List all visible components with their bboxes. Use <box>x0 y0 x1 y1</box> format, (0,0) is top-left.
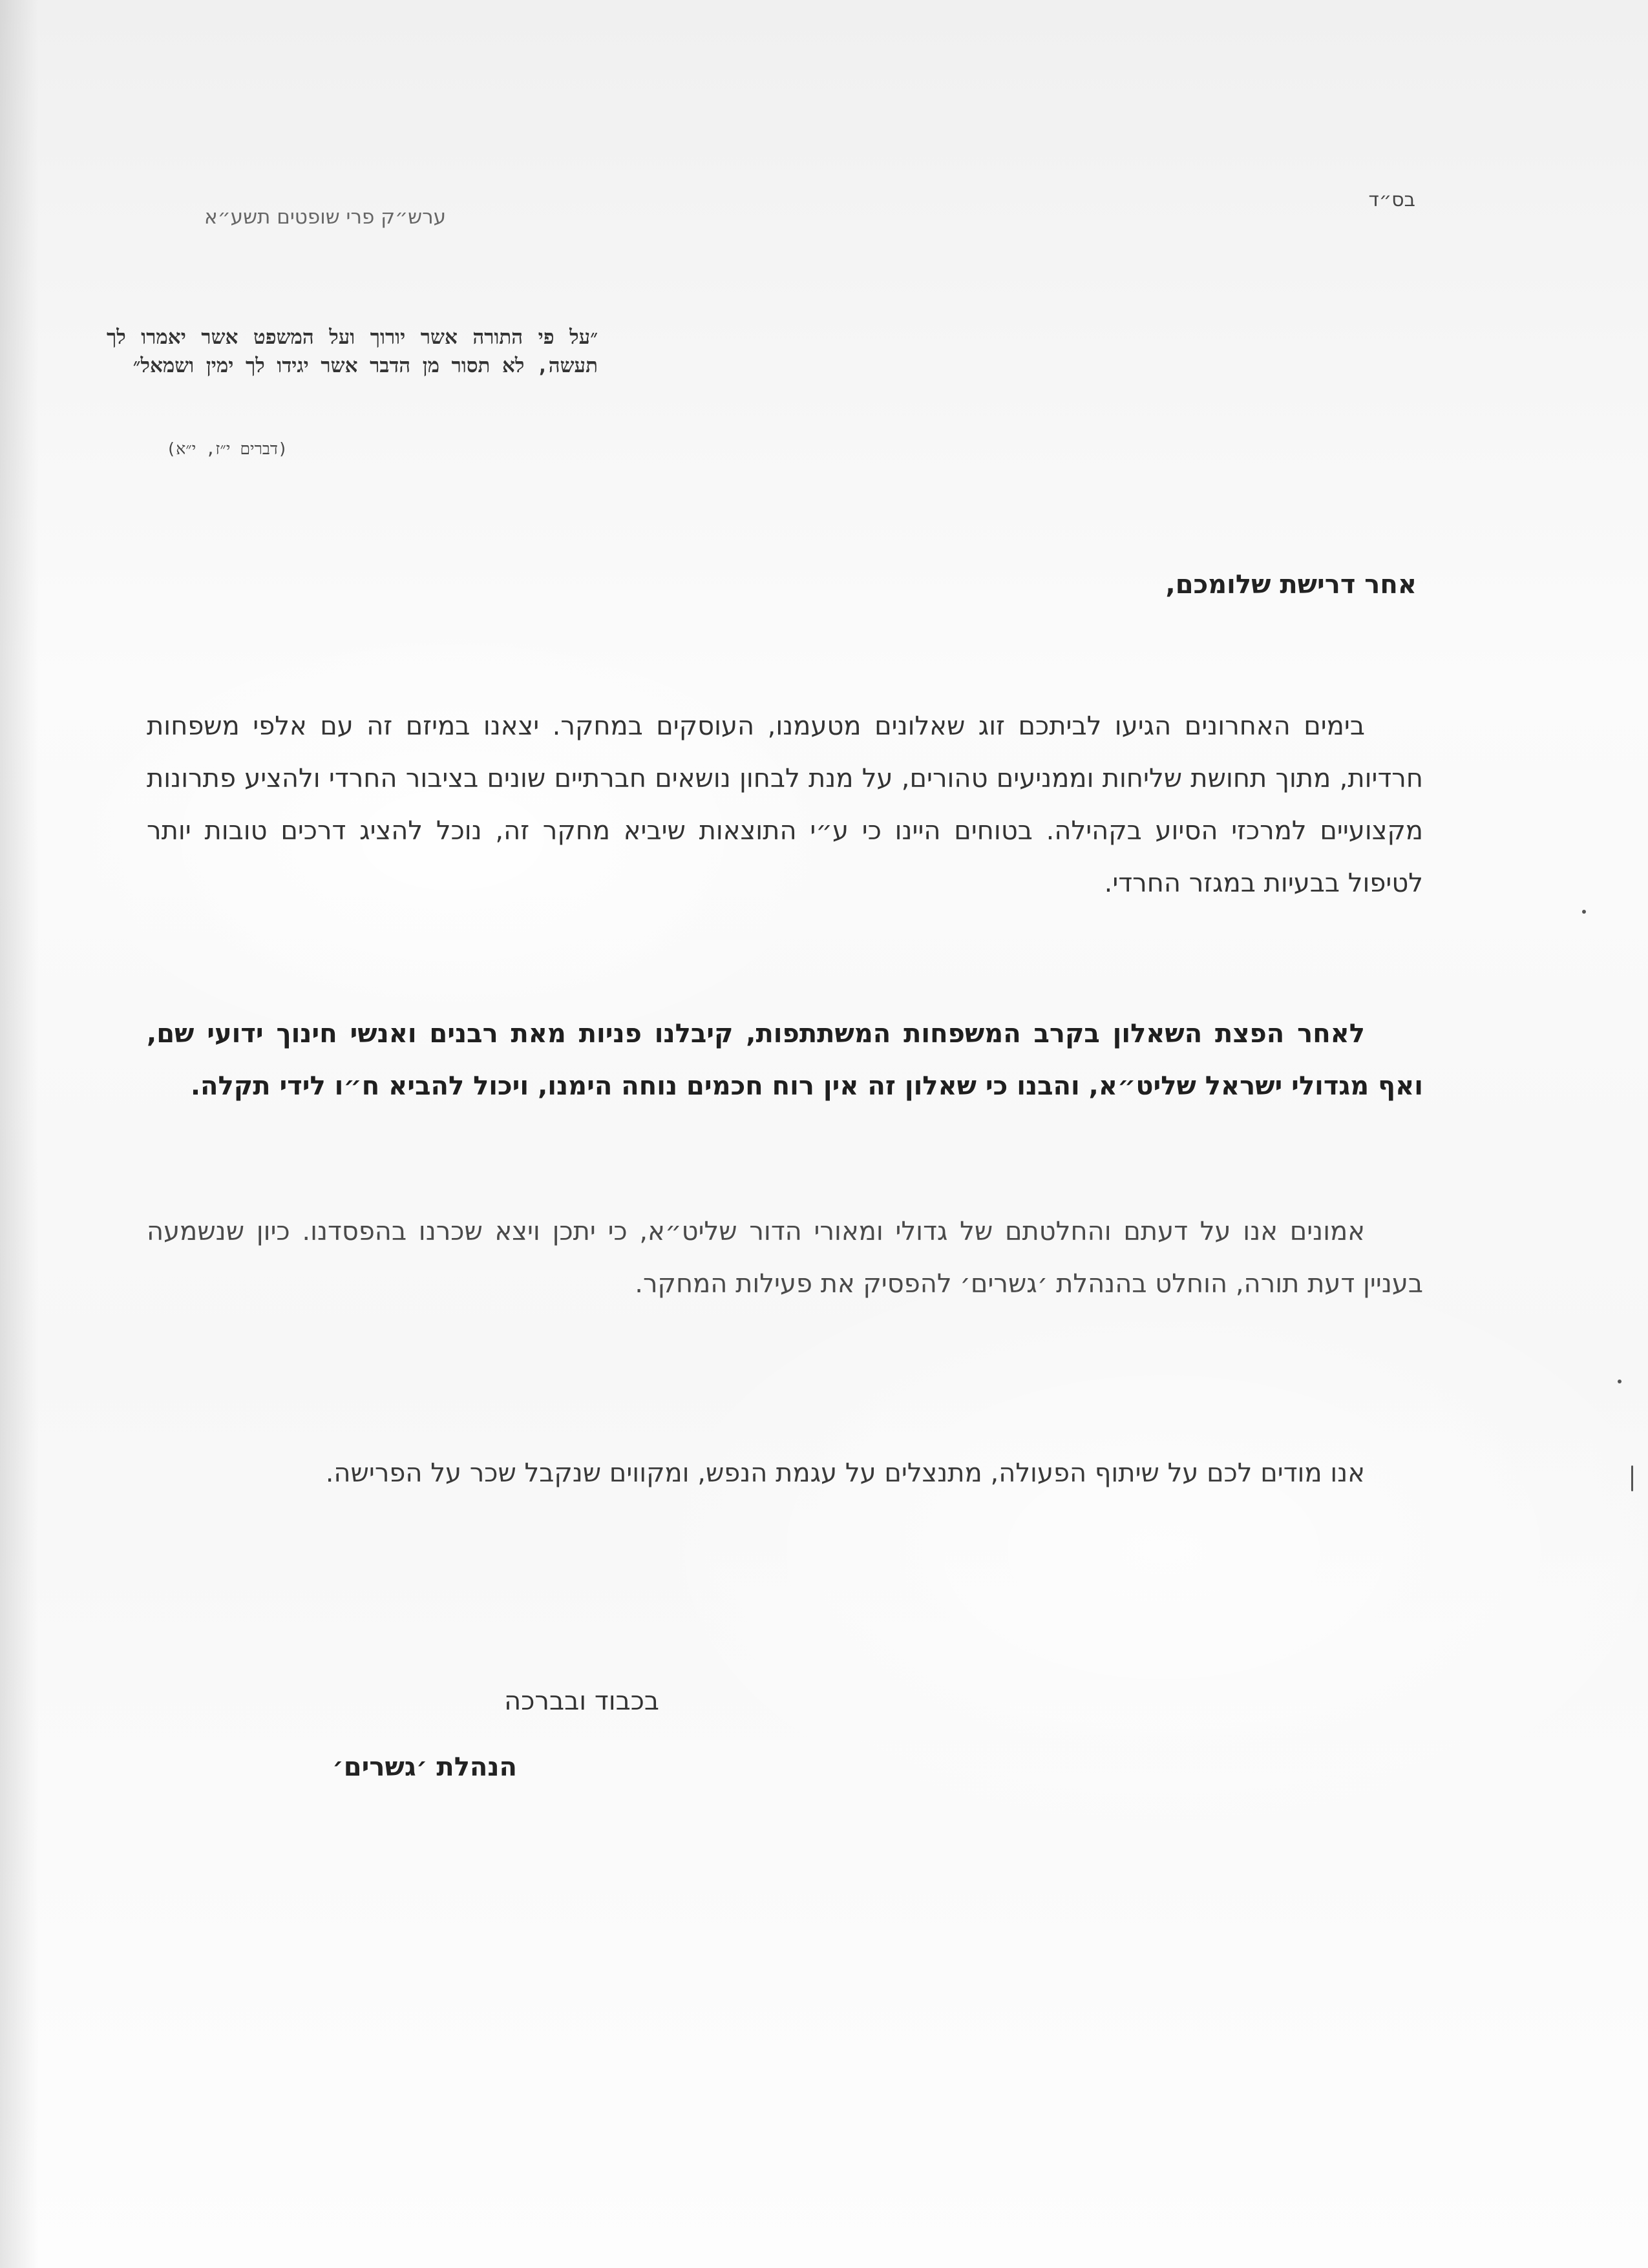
closing-line: בכבוד ובברכה <box>504 1686 659 1716</box>
paragraph-rabbinic-response: לאחר הפצת השאלון בקרב המשפחות המשתתפות, קיבלנו פניות מאת רבנים ואנשי חינוך ידועי שם, ואף מגדולי ישראל שליט״א, והבנו כי שאלון זה אין רוח חכמים נוחה הימנו, ויכול להביא ח״ו לידי תקלה. <box>147 1019 1423 1101</box>
hebrew-date: ערש״ק פרי שופטים תשע״א <box>204 205 446 229</box>
signature: הנהלת ׳גשרים׳ <box>332 1752 517 1782</box>
paragraph-thanks: אנו מודים לכם על שיתוף הפעולה, מתנצלים על עגמת הנפש, ומקווים שנקבל שכר על הפרישה. <box>325 1458 1365 1488</box>
scan-speck <box>1618 1380 1622 1383</box>
greeting: אחר דרישת שלומכם, <box>1165 570 1417 600</box>
scan-mark <box>1631 1465 1633 1491</box>
scan-edge-shadow <box>0 0 39 2268</box>
torah-quote: ״על פי התורה אשר יורוך ועל המשפט אשר יאמרו לך תעשה, לא תסור מן הדבר אשר יגידו לך ימין ושמאל״ <box>107 326 598 377</box>
paragraph-decision: אמונים אנו על דעתם והחלטתם של גדולי ומאורי הדור שליט״א, כי יתכן ויצא שכרנו בהפסדנו. כיון שנשמעה בעניין דעת תורה, הוחלט בהנהלת ׳גשרים׳ להפסיק את פעילות המחקר. <box>147 1217 1423 1299</box>
quote-source: (דברים י״ז, י״א) <box>166 439 288 458</box>
bsd-header: בס״ד <box>1368 189 1415 211</box>
scan-speck <box>1582 910 1586 914</box>
paragraph-research-intro: בימים האחרונים הגיעו לביתכם זוג שאלונים מטעמנו, העוסקים במחקר. יצאנו במיזם זה עם אלפי משפחות חרדיות, מתוך תחושת שליחות וממניעים טהורים, על מנת לבחון נושאים חברתיים שונים בציבור החרדי ולהציע פתרונות מקצועיים למרכזי הסיוע בקהילה. בטוחים היינו כי ע״י התוצאות שיביא מחקר זה, נוכל להציג דרכים טובות יותר לטיפול בבעיות במגזר החרדי. <box>147 711 1423 898</box>
